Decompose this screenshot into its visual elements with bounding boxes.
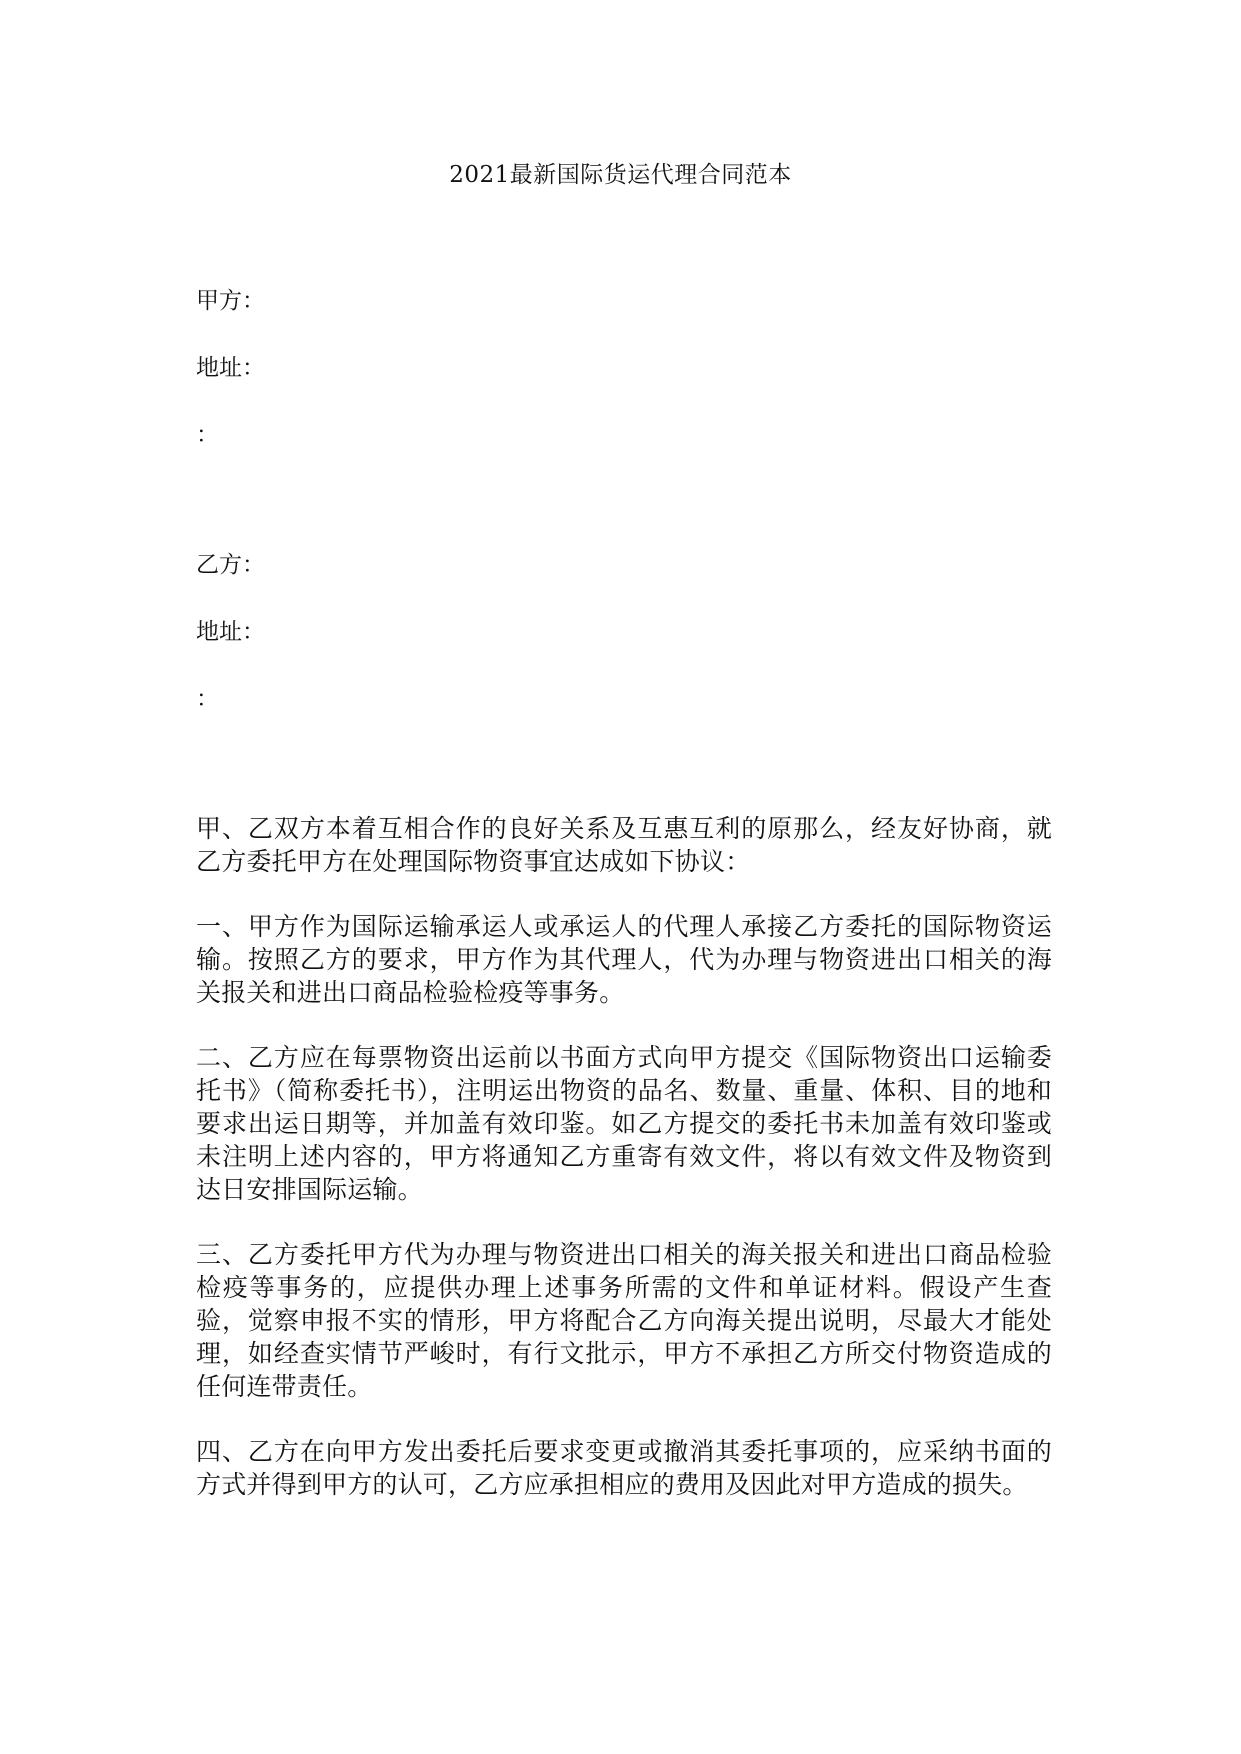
paragraph-clause-4: 四、乙方在向甲方发出委托后要求变更或撤消其委托事项的，应采纳书面的方式并得到甲方的认可，乙方应承担相应的费用及因此对甲方造成的损失。 [196,1437,1052,1499]
paragraph-clause-1: 一、甲方作为国际运输承运人或承运人的代理人承接乙方委托的国际物资运输。按照乙方的要求，甲方作为其代理人，代为办理与物资进出口相关的海关报关和进出口商品检验检疫等事务。 [196,912,1052,1007]
party-a-address-label: 地址： [196,355,265,381]
document-title: 2021最新国际货运代理合同范本 [449,162,792,188]
party-b-label: 乙方： [196,552,265,578]
party-b-address-label: 地址： [196,619,265,645]
paragraph-clause-2: 二、乙方应在每票物资出运前以书面方式向甲方提交《国际物资出口运输委托书》（简称委托书），注明运出物资的品名、数量、重量、体积、目的地和要求出运日期等，并加盖有效印鉴。如乙方提交的委托书未加盖有效印鉴或未注明上述内容的，甲方将通知乙方重寄有效文件，将以有效文件及物资到达日安排国际运输。 [196,1043,1052,1204]
paragraph-clause-3: 三、乙方委托甲方代为办理与物资进出口相关的海关报关和进出口商品检验检疫等事务的，应提供办理上述事务所需的文件和单证材料。假设产生查验，觉察申报不实的情形，甲方将配合乙方向海关提出说明，尽最大才能处理，如经查实情节严峻时，有行文批示，甲方不承担乙方所交付物资造成的任何连带责任。 [196,1240,1052,1401]
party-b-extra-label: ： [196,686,219,712]
paragraph-preamble: 甲、乙双方本着互相合作的良好关系及互惠互利的原那么，经友好协商，就乙方委托甲方在处理国际物资事宜达成如下协议： [196,814,1052,876]
party-a-extra-label: ： [196,422,219,448]
party-a-label: 甲方： [196,288,265,314]
